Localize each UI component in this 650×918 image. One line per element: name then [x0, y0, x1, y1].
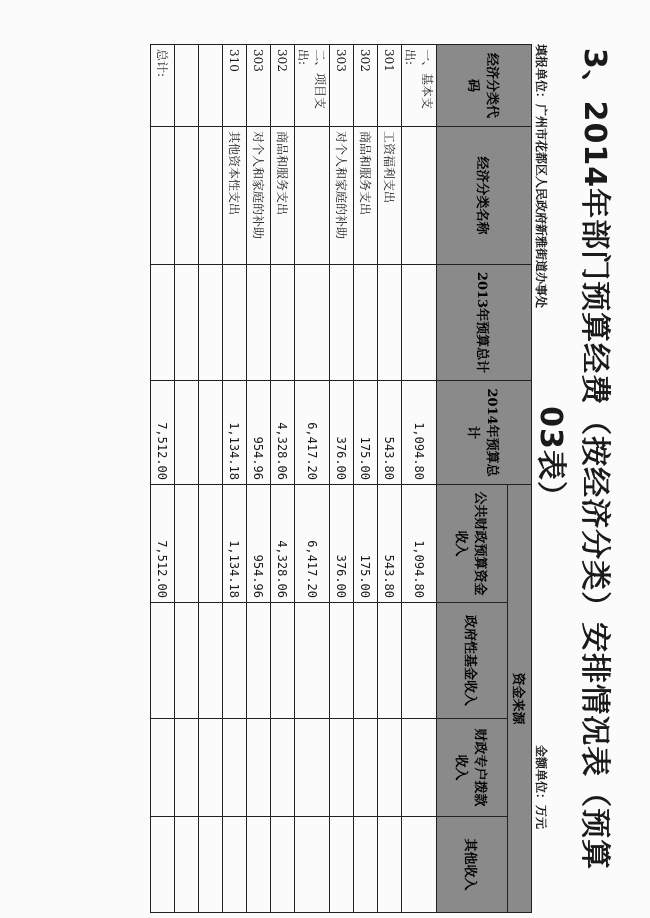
header-total-2014: 2014年预算总计	[437, 381, 532, 485]
cell-special-account	[175, 719, 199, 817]
cell-public-finance	[199, 485, 223, 603]
cell-name: 工资福利支出	[378, 127, 402, 265]
table-row	[378, 45, 402, 913]
cell-total-2014: 1,094.80	[402, 381, 437, 485]
cell-other	[223, 817, 247, 913]
cell-gov-fund	[271, 603, 295, 719]
amount-unit: 金额单位：万元	[534, 745, 548, 830]
cell-other	[378, 817, 402, 913]
cell-total-2014: 175.00	[354, 381, 378, 485]
cell-name: 对个人和家庭的补助	[247, 127, 271, 265]
cell-total-2014: 954.96	[247, 381, 271, 485]
cell-other	[199, 817, 223, 913]
cell-public-finance: 4,328.06	[271, 485, 295, 603]
table-row	[295, 45, 330, 913]
table-row	[354, 45, 378, 913]
cell-total-2013	[151, 265, 175, 381]
cell-other	[175, 817, 199, 913]
header-funding-source: 资金来源	[508, 485, 532, 913]
cell-public-finance: 7,512.00	[151, 485, 175, 603]
cell-total-2013	[199, 265, 223, 381]
cell-public-finance: 1,094.80	[402, 485, 437, 603]
cell-gov-fund	[223, 603, 247, 719]
cell-total-2014: 7,512.00	[151, 381, 175, 485]
cell-other	[151, 817, 175, 913]
page-title: 3、2014年部门预算经费（按经济分类）安排情况表（预算03表）	[533, 47, 612, 871]
cell-code: 303	[330, 45, 354, 127]
table-row	[330, 45, 354, 913]
cell-special-account	[223, 719, 247, 817]
cell-code: 303	[247, 45, 271, 127]
cell-public-finance: 376.00	[330, 485, 354, 603]
cell-special-account	[330, 719, 354, 817]
cell-name	[295, 127, 330, 265]
cell-public-finance: 1,134.18	[223, 485, 247, 603]
header-code: 经济分类代码	[437, 45, 532, 127]
cell-total-2013	[330, 265, 354, 381]
cell-gov-fund	[295, 603, 330, 719]
table-row	[247, 45, 271, 913]
table-row	[271, 45, 295, 913]
header-name: 经济分类名称	[437, 127, 532, 265]
cell-gov-fund	[330, 603, 354, 719]
cell-name	[151, 127, 175, 265]
cell-name: 商品和服务支出	[354, 127, 378, 265]
cell-code: 二、项目支出:	[295, 45, 330, 127]
cell-name	[199, 127, 223, 265]
cell-other	[247, 817, 271, 913]
cell-public-finance: 954.96	[247, 485, 271, 603]
cell-name: 商品和服务支出	[271, 127, 295, 265]
cell-other	[295, 817, 330, 913]
cell-special-account	[354, 719, 378, 817]
cell-public-finance: 543.80	[378, 485, 402, 603]
cell-code: 302	[354, 45, 378, 127]
cell-total-2014: 6,417.20	[295, 381, 330, 485]
cell-total-2013	[247, 265, 271, 381]
cell-code	[175, 45, 199, 127]
cell-total-2013	[378, 265, 402, 381]
cell-total-2013	[175, 265, 199, 381]
cell-other	[354, 817, 378, 913]
budget-table	[150, 44, 532, 913]
header-other: 其他收入	[437, 817, 508, 913]
cell-special-account	[295, 719, 330, 817]
cell-special-account	[402, 719, 437, 817]
cell-total-2013	[402, 265, 437, 381]
cell-gov-fund	[402, 603, 437, 719]
cell-public-finance: 175.00	[354, 485, 378, 603]
cell-gov-fund	[175, 603, 199, 719]
cell-code: 310	[223, 45, 247, 127]
cell-public-finance: 6,417.20	[295, 485, 330, 603]
cell-total-2014: 376.00	[330, 381, 354, 485]
table-row	[199, 45, 223, 913]
header-total-2013: 2013年预算总计	[437, 265, 532, 381]
cell-name: 其他资本性支出	[223, 127, 247, 265]
cell-total-2013	[295, 265, 330, 381]
cell-code: 一、基本支出:	[402, 45, 437, 127]
cell-total-2013	[271, 265, 295, 381]
cell-total-2014: 4,328.06	[271, 381, 295, 485]
cell-public-finance	[175, 485, 199, 603]
cell-code	[199, 45, 223, 127]
cell-total-2014	[175, 381, 199, 485]
reporting-unit: 填报单位：广州市花都区人民政府新雅街道办事处	[534, 44, 548, 309]
cell-special-account	[247, 719, 271, 817]
cell-gov-fund	[199, 603, 223, 719]
cell-name	[175, 127, 199, 265]
header-public-finance: 公共财政预算资金收入	[437, 485, 508, 603]
cell-special-account	[199, 719, 223, 817]
table-row	[175, 45, 199, 913]
cell-code: 302	[271, 45, 295, 127]
table-row	[402, 45, 437, 913]
cell-other	[330, 817, 354, 913]
header-gov-fund: 政府性基金收入	[437, 603, 508, 719]
cell-other	[402, 817, 437, 913]
cell-gov-fund	[247, 603, 271, 719]
cell-gov-fund	[354, 603, 378, 719]
cell-special-account	[151, 719, 175, 817]
table-row	[223, 45, 247, 913]
cell-total-2014: 543.80	[378, 381, 402, 485]
cell-gov-fund	[151, 603, 175, 719]
header-special-account: 财政专户拨款收入	[437, 719, 508, 817]
table-row	[151, 45, 175, 913]
cell-code: 总计:	[151, 45, 175, 127]
cell-name: 对个人和家庭的补助	[330, 127, 354, 265]
cell-special-account	[378, 719, 402, 817]
cell-code: 301	[378, 45, 402, 127]
cell-total-2013	[223, 265, 247, 381]
cell-other	[271, 817, 295, 913]
cell-total-2014: 1,134.18	[223, 381, 247, 485]
cell-gov-fund	[378, 603, 402, 719]
cell-name	[402, 127, 437, 265]
cell-total-2013	[354, 265, 378, 381]
cell-special-account	[271, 719, 295, 817]
cell-total-2014	[199, 381, 223, 485]
